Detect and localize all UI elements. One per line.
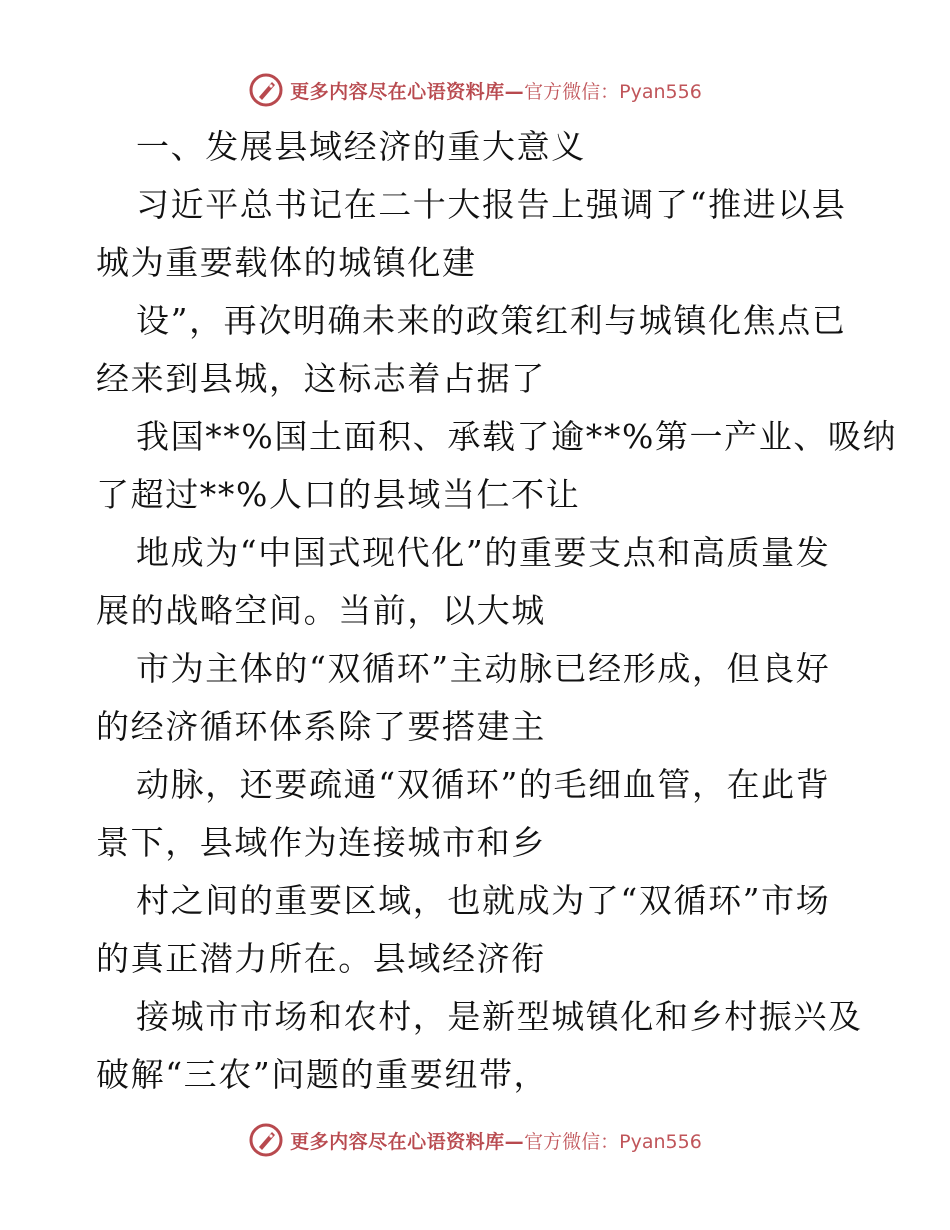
pen-nib-logo-icon [248,72,284,108]
doc-line: 了超过**%人口的县域当仁不让 [96,475,581,514]
doc-line: 我国**%国土面积、承载了逾**%第一产业、吸纳 [136,417,898,456]
doc-line: 设”，再次明确未来的政策红利与城镇化焦点已 [136,301,847,340]
doc-line: 接城市市场和农村，是新型城镇化和乡村振兴及 [136,997,863,1036]
doc-line: 的经济循环体系除了要搭建主 [96,707,546,746]
doc-line: 地成为“中国式现代化”的重要支点和高质量发 [136,533,831,572]
doc-line: 景下，县域作为连接城市和乡 [96,823,546,862]
banner-contact: 官方微信：Pyan556 [524,80,702,103]
banner-text: 更多内容尽在心语资料库— [290,80,525,103]
doc-line: 经来到县城，这标志着占据了 [96,359,546,398]
doc-line: 市为主体的“双循环”主动脉已经形成，但良好 [136,649,831,688]
doc-line: 的真正潜力所在。县域经济衔 [96,939,546,978]
header-watermark-banner [0,68,950,112]
doc-line: 习近平总书记在二十大报告上强调了“推进以县 [136,185,847,224]
doc-line: 展的战略空间。当前，以大城 [96,591,546,630]
banner-text: 更多内容尽在心语资料库— [290,1130,525,1153]
doc-line: 村之间的重要区域，也就成为了“双循环”市场 [136,881,831,920]
doc-line: 动脉，还要疏通“双循环”的毛细血管，在此背 [136,765,831,804]
footer-watermark-banner [0,1118,950,1162]
doc-heading: 一、发展县域经济的重大意义 [136,127,586,166]
document-body [96,118,898,1104]
banner-contact: 官方微信：Pyan556 [524,1130,702,1153]
pen-nib-logo-icon [248,1122,284,1158]
doc-line: 城为重要载体的城镇化建 [96,243,477,282]
doc-line: 破解“三农”问题的重要纽带， [96,1055,549,1094]
